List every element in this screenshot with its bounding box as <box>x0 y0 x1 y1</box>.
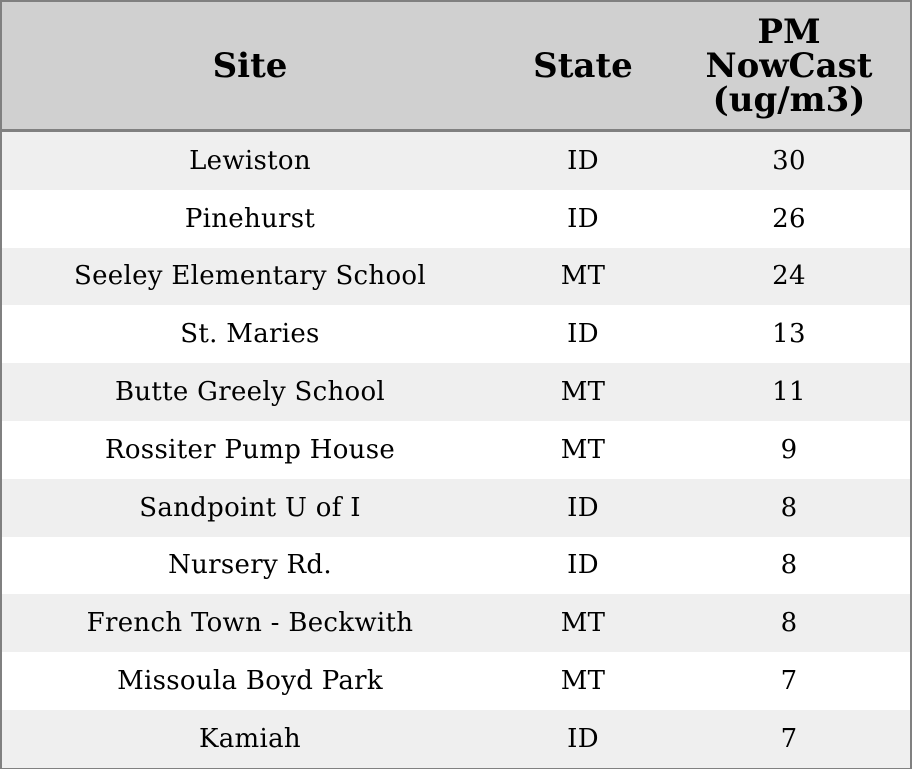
cell-state: MT <box>560 666 606 697</box>
cell-site: St. Maries <box>180 319 320 350</box>
table-body <box>2 132 910 768</box>
column-header-site: Site <box>212 45 288 86</box>
table-row <box>2 248 910 306</box>
cell-pm-nowcast: 7 <box>780 666 798 697</box>
cell-pm-nowcast: 30 <box>772 145 806 176</box>
cell-state: MT <box>560 434 606 465</box>
cell-site: Kamiah <box>199 723 301 754</box>
table-row <box>2 710 910 768</box>
cell-state: ID <box>567 492 599 523</box>
cell-pm-nowcast: 8 <box>780 550 798 581</box>
table-row <box>2 190 910 248</box>
cell-site: Butte Greely School <box>114 377 386 408</box>
cell-state: ID <box>567 319 599 350</box>
cell-pm-nowcast: 26 <box>772 203 806 234</box>
table-row <box>2 363 910 421</box>
table-row <box>2 305 910 363</box>
table-row <box>2 132 910 190</box>
table-header-row <box>2 2 910 132</box>
cell-pm-nowcast: 8 <box>780 492 798 523</box>
table-row <box>2 537 910 595</box>
cell-site: Nursery Rd. <box>168 550 332 581</box>
table-row <box>2 594 910 652</box>
cell-state: ID <box>567 550 599 581</box>
table-row <box>2 479 910 537</box>
column-header-pm-nowcast: PM NowCast (ug/m3) <box>705 11 873 120</box>
cell-pm-nowcast: 9 <box>780 434 798 465</box>
cell-pm-nowcast: 8 <box>780 608 798 639</box>
cell-state: ID <box>567 723 599 754</box>
cell-state: MT <box>560 377 606 408</box>
cell-state: MT <box>560 261 606 292</box>
column-header-state: State <box>533 45 633 86</box>
cell-pm-nowcast: 7 <box>780 723 798 754</box>
cell-site: Rossiter Pump House <box>104 434 396 465</box>
cell-site: French Town - Beckwith <box>86 608 414 639</box>
table-row <box>2 421 910 479</box>
cell-state: ID <box>567 145 599 176</box>
cell-state: ID <box>567 203 599 234</box>
cell-pm-nowcast: 11 <box>772 377 806 408</box>
cell-state: MT <box>560 608 606 639</box>
table-row <box>2 652 910 710</box>
cell-site: Lewiston <box>189 145 311 176</box>
cell-site: Missoula Boyd Park <box>117 666 383 697</box>
cell-pm-nowcast: 13 <box>772 319 806 350</box>
cell-site: Seeley Elementary School <box>74 261 426 292</box>
cell-site: Sandpoint U of I <box>139 492 361 523</box>
cell-pm-nowcast: 24 <box>772 261 806 292</box>
cell-site: Pinehurst <box>184 203 316 234</box>
